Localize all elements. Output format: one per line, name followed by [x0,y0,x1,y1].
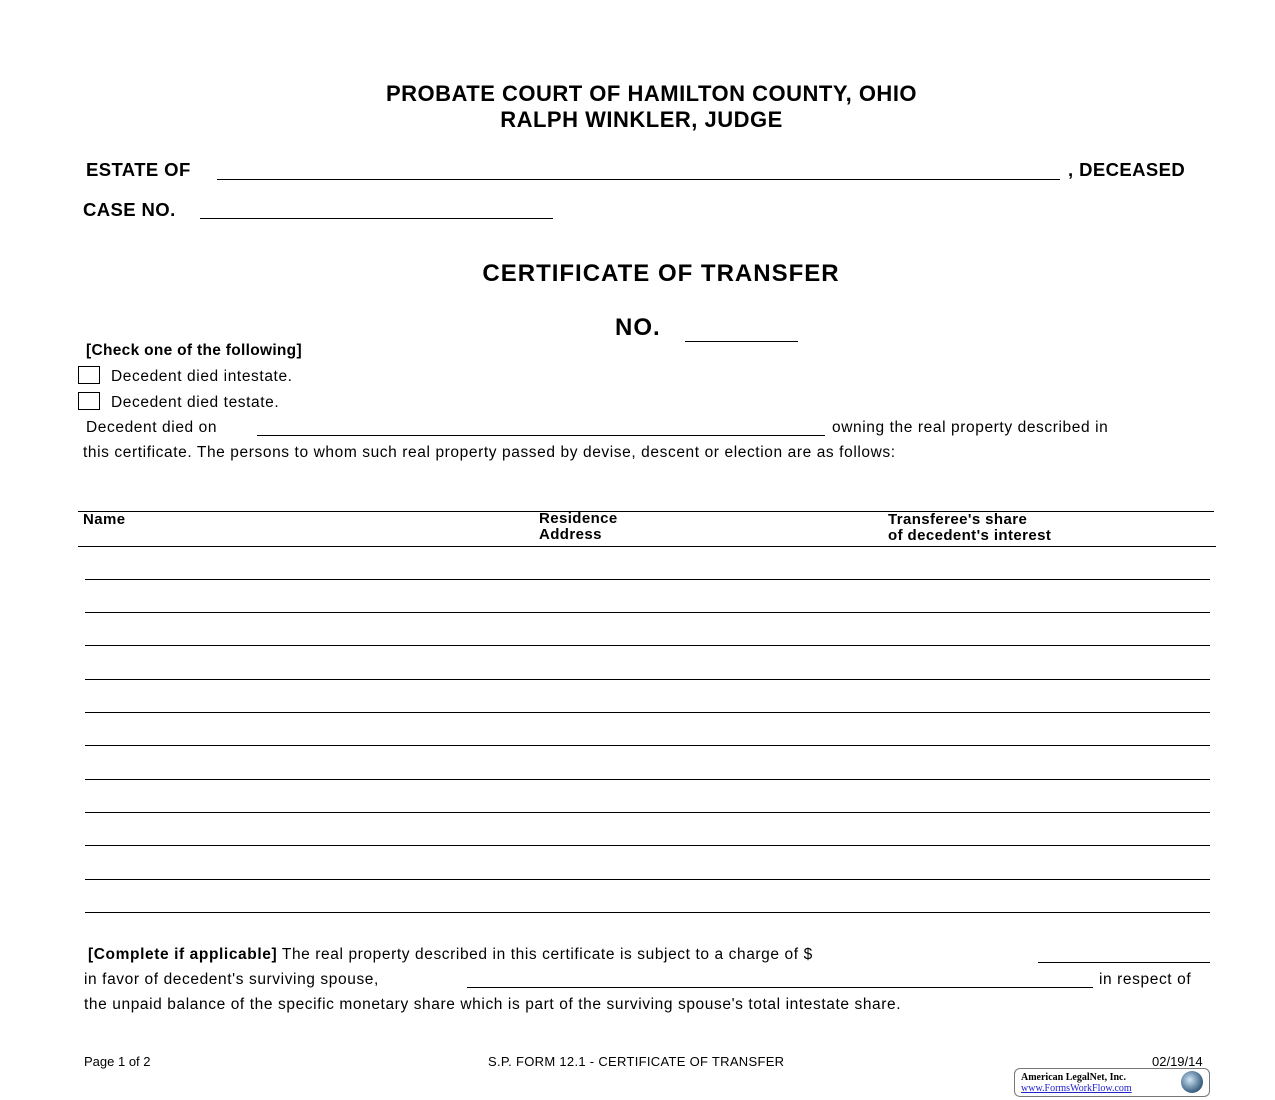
number-label: NO. [615,314,661,341]
form-name: S.P. FORM 12.1 - CERTIFICATE OF TRANSFER [488,1054,785,1069]
certificate-number-field[interactable] [685,341,798,342]
applicable-line1 [88,946,813,964]
applicable-label: [Complete if applicable] [88,946,278,963]
unpaid-balance-text: the unpaid balance of the specific monetary share which is part of the surviving spouse's total intestate share. [84,996,902,1013]
page-number: Page 1 of 2 [84,1054,151,1069]
logo-url[interactable]: www.FormsWorkFlow.com [1021,1083,1132,1094]
charge-amount-field[interactable] [1038,962,1210,963]
table-row-line[interactable] [85,612,1210,613]
intestate-label: Decedent died intestate. [111,368,293,385]
died-on-label: Decedent died on [86,419,218,436]
deceased-label: , DECEASED [1068,159,1186,180]
intestate-checkbox[interactable] [78,366,100,384]
col-header-residence-line2: Address [539,526,602,543]
testate-checkbox[interactable] [78,392,100,410]
owning-text: owning the real property described in [832,419,1109,436]
table-row-line[interactable] [85,645,1210,646]
table-row-line[interactable] [85,912,1210,913]
table-row-line[interactable] [85,745,1210,746]
col-header-share-line2: of decedent's interest [888,527,1052,544]
persons-text: this certificate. The persons to whom such real property passed by devise, descent or election are as follows: [83,444,896,461]
case-label: CASE NO. [83,199,176,220]
spouse-text: in favor of decedent's surviving spouse, [84,971,379,988]
estate-name-field[interactable] [217,179,1060,180]
table-header-rule [78,546,1216,547]
col-header-share-line1: Transferee's share [888,511,1028,528]
globe-icon [1181,1071,1203,1093]
col-header-name: Name [83,511,126,528]
table-row-line[interactable] [85,579,1210,580]
spouse-name-field[interactable] [467,987,1093,988]
table-row-line[interactable] [85,812,1210,813]
in-respect-text: in respect of [1099,971,1192,988]
table-row-line[interactable] [85,712,1210,713]
col-header-residence [539,511,618,543]
table-row-line[interactable] [85,879,1210,880]
judge-name: RALPH WINKLER, JUDGE [500,107,783,132]
document-title: CERTIFICATE OF TRANSFER [482,260,840,287]
estate-label: ESTATE OF [86,159,191,180]
date-of-death-field[interactable] [257,435,825,436]
form-date: 02/19/14 [1152,1054,1203,1069]
american-legalnet-logo[interactable] [1014,1068,1210,1097]
table-row-line[interactable] [85,779,1210,780]
case-number-field[interactable] [200,218,553,219]
col-header-share [888,512,1051,544]
logo-name: American LegalNet, Inc. [1021,1072,1126,1083]
col-header-residence-line1: Residence [539,510,618,527]
court-name: PROBATE COURT OF HAMILTON COUNTY, OHIO [385,81,918,106]
table-row-line[interactable] [85,679,1210,680]
table-row-line[interactable] [85,845,1210,846]
check-instruction: [Check one of the following] [86,342,302,359]
charge-text: The real property described in this certificate is subject to a charge of $ [281,946,813,963]
testate-label: Decedent died testate. [111,394,280,411]
